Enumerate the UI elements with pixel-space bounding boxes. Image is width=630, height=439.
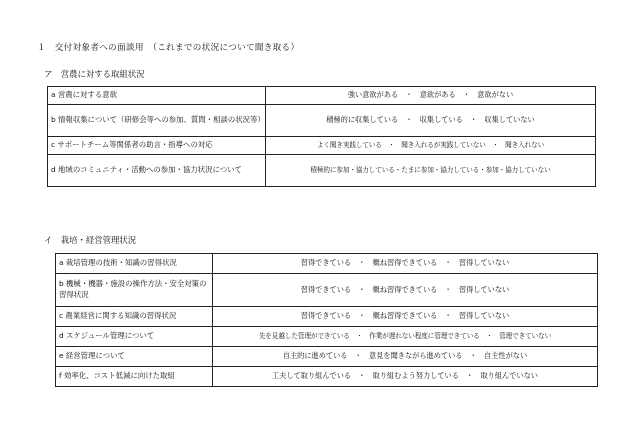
item-cell: d スケジュール管理について [56, 327, 213, 347]
options-cell: 習得できている ・ 概ね習得できている ・ 習得していない [213, 274, 598, 307]
farming-efforts-table [47, 86, 596, 187]
item-cell: f 効率化、コスト低減に向けた取組 [56, 367, 213, 387]
table-row [56, 347, 598, 367]
part-a-title: ア 営農に対する取組状況 [44, 69, 145, 79]
table-row [48, 155, 596, 187]
item-cell: c 農業経営に関する知識の習得状況 [56, 307, 213, 327]
options-cell: 工夫して取り組んでいる ・ 取り組むよう努力している ・ 取り組んでいない [213, 367, 598, 387]
options-cell: よく聞き実践している ・ 聞き入れるが実践していない ・ 聞き入れない [266, 137, 596, 155]
cultivation-management-table [55, 253, 598, 387]
table-row [56, 327, 598, 347]
options-cell: 積極的に参加・協力している・たまに参加・協力している・参加・協力していない [266, 155, 596, 187]
item-cell: b 情報収集について（研修会等への参加、質問・相談の状況等） [48, 105, 266, 137]
item-cell: a 栽培管理の技術・知識の習得状況 [56, 254, 213, 274]
item-cell: d 地域のコミュニティ・活動への参加・協力状況について [48, 155, 266, 187]
table-row [56, 367, 598, 387]
item-cell: c サポートチーム等関係者の助言・指導への対応 [48, 137, 266, 155]
options-cell: 習得できている ・ 概ね習得できている ・ 習得していない [213, 307, 598, 327]
table-row [56, 254, 598, 274]
options-cell: 強い意欲がある ・ 意欲がある ・ 意欲がない [266, 87, 596, 105]
options-cell: 習得できている ・ 概ね習得できている ・ 習得していない [213, 254, 598, 274]
item-cell: e 経営管理について [56, 347, 213, 367]
table-row [48, 105, 596, 137]
table-row [56, 274, 598, 307]
section-title: １ 交付対象者への面談用 （これまでの状況について聞き取る） [37, 43, 300, 53]
options-cell: 先を見越した管理ができている ・ 作業が遅れない程度に管理できている ・ 管理できていない [213, 327, 598, 347]
table-row [48, 137, 596, 155]
options-cell: 自主的に進めている ・ 意見を聞きながら進めている ・ 自主性がない [213, 347, 598, 367]
table-row [56, 307, 598, 327]
options-cell: 積極的に収集している ・ 収集している ・ 収集していない [266, 105, 596, 137]
part-b-title: イ 栽培・経営管理状況 [44, 235, 137, 245]
item-cell: a 営農に対する意欲 [48, 87, 266, 105]
item-cell: b 機械・機器・施設の操作方法・安全対策の習得状況 [56, 274, 213, 307]
table-row [48, 87, 596, 105]
